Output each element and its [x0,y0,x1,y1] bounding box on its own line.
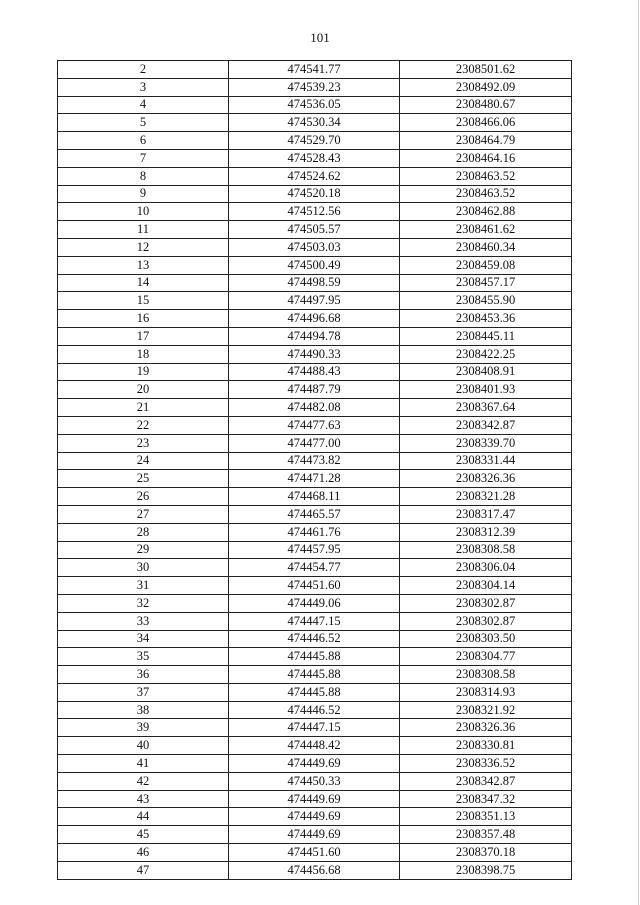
point-number-cell: 6 [58,132,229,150]
point-number-cell: 3 [58,78,229,96]
x-coordinate-cell: 474451.60 [229,577,400,595]
x-coordinate-cell: 474446.52 [229,701,400,719]
table-row [58,630,572,648]
x-coordinate-cell: 474497.95 [229,292,400,310]
point-number-cell: 31 [58,577,229,595]
x-coordinate-cell: 474461.76 [229,523,400,541]
y-coordinate-cell: 2308463.52 [400,185,572,203]
point-number-cell: 23 [58,434,229,452]
table-row [58,452,572,470]
y-coordinate-cell: 2308367.64 [400,399,572,417]
x-coordinate-cell: 474449.69 [229,755,400,773]
point-number-cell: 5 [58,114,229,132]
y-coordinate-cell: 2308331.44 [400,452,572,470]
y-coordinate-cell: 2308314.93 [400,683,572,701]
x-coordinate-cell: 474456.68 [229,861,400,879]
y-coordinate-cell: 2308398.75 [400,861,572,879]
table-row [58,185,572,203]
x-coordinate-cell: 474494.78 [229,327,400,345]
table-row [58,167,572,185]
x-coordinate-cell: 474520.18 [229,185,400,203]
table-row [58,701,572,719]
x-coordinate-cell: 474477.00 [229,434,400,452]
table-row [58,363,572,381]
table-row [58,399,572,417]
point-number-cell: 36 [58,666,229,684]
x-coordinate-cell: 474457.95 [229,541,400,559]
x-coordinate-cell: 474448.42 [229,737,400,755]
point-number-cell: 30 [58,559,229,577]
table-row [58,434,572,452]
table-row [58,470,572,488]
x-coordinate-cell: 474505.57 [229,221,400,239]
point-number-cell: 9 [58,185,229,203]
y-coordinate-cell: 2308401.93 [400,381,572,399]
y-coordinate-cell: 2308312.39 [400,523,572,541]
x-coordinate-cell: 474447.15 [229,612,400,630]
point-number-cell: 45 [58,826,229,844]
x-coordinate-cell: 474445.88 [229,683,400,701]
y-coordinate-cell: 2308321.28 [400,488,572,506]
point-number-cell: 34 [58,630,229,648]
point-number-cell: 42 [58,772,229,790]
table-row [58,594,572,612]
x-coordinate-cell: 474471.28 [229,470,400,488]
x-coordinate-cell: 474449.69 [229,790,400,808]
point-number-cell: 28 [58,523,229,541]
page-number: 101 [310,30,330,45]
x-coordinate-cell: 474512.56 [229,203,400,221]
y-coordinate-cell: 2308308.58 [400,541,572,559]
x-coordinate-cell: 474445.88 [229,648,400,666]
point-number-cell: 22 [58,416,229,434]
x-coordinate-cell: 474449.06 [229,594,400,612]
y-coordinate-cell: 2308326.36 [400,719,572,737]
x-coordinate-cell: 474530.34 [229,114,400,132]
x-coordinate-cell: 474468.11 [229,488,400,506]
y-coordinate-cell: 2308304.14 [400,577,572,595]
table-row [58,292,572,310]
y-coordinate-cell: 2308326.36 [400,470,572,488]
point-number-cell: 4 [58,96,229,114]
table-row [58,612,572,630]
y-coordinate-cell: 2308370.18 [400,844,572,862]
table-row [58,861,572,879]
point-number-cell: 29 [58,541,229,559]
table-row [58,256,572,274]
point-number-cell: 17 [58,327,229,345]
table-row [58,737,572,755]
table-row [58,61,572,79]
point-number-cell: 10 [58,203,229,221]
table-row [58,559,572,577]
y-coordinate-cell: 2308357.48 [400,826,572,844]
point-number-cell: 20 [58,381,229,399]
point-number-cell: 43 [58,790,229,808]
point-number-cell: 32 [58,594,229,612]
x-coordinate-cell: 474490.33 [229,345,400,363]
table-row [58,381,572,399]
table-row [58,78,572,96]
point-number-cell: 40 [58,737,229,755]
point-number-cell: 8 [58,167,229,185]
table-row [58,310,572,328]
point-number-cell: 16 [58,310,229,328]
table-row [58,844,572,862]
table-row [58,666,572,684]
table-row [58,203,572,221]
x-coordinate-cell: 474503.03 [229,238,400,256]
point-number-cell: 47 [58,861,229,879]
point-number-cell: 41 [58,755,229,773]
table-row [58,648,572,666]
x-coordinate-cell: 474477.63 [229,416,400,434]
y-coordinate-cell: 2308464.16 [400,149,572,167]
point-number-cell: 7 [58,149,229,167]
point-number-cell: 26 [58,488,229,506]
table-row [58,274,572,292]
x-coordinate-cell: 474450.33 [229,772,400,790]
x-coordinate-cell: 474449.69 [229,808,400,826]
table-row [58,808,572,826]
table-row [58,149,572,167]
table-row [58,719,572,737]
x-coordinate-cell: 474498.59 [229,274,400,292]
point-number-cell: 24 [58,452,229,470]
y-coordinate-cell: 2308308.58 [400,666,572,684]
x-coordinate-cell: 474446.52 [229,630,400,648]
x-coordinate-cell: 474449.69 [229,826,400,844]
table-row [58,96,572,114]
point-number-cell: 27 [58,505,229,523]
y-coordinate-cell: 2308347.32 [400,790,572,808]
point-number-cell: 14 [58,274,229,292]
table-row [58,132,572,150]
x-coordinate-cell: 474536.05 [229,96,400,114]
y-coordinate-cell: 2308303.50 [400,630,572,648]
y-coordinate-cell: 2308460.34 [400,238,572,256]
point-number-cell: 33 [58,612,229,630]
x-coordinate-cell: 474488.43 [229,363,400,381]
y-coordinate-cell: 2308306.04 [400,559,572,577]
y-coordinate-cell: 2308336.52 [400,755,572,773]
x-coordinate-cell: 474528.43 [229,149,400,167]
table-row [58,541,572,559]
table-row [58,755,572,773]
y-coordinate-cell: 2308342.87 [400,772,572,790]
point-number-cell: 19 [58,363,229,381]
y-coordinate-cell: 2308501.62 [400,61,572,79]
table-row [58,826,572,844]
y-coordinate-cell: 2308422.25 [400,345,572,363]
table-row [58,488,572,506]
x-coordinate-cell: 474482.08 [229,399,400,417]
x-coordinate-cell: 474454.77 [229,559,400,577]
table-row [58,238,572,256]
point-number-cell: 12 [58,238,229,256]
x-coordinate-cell: 474539.23 [229,78,400,96]
y-coordinate-cell: 2308459.08 [400,256,572,274]
y-coordinate-cell: 2308408.91 [400,363,572,381]
point-number-cell: 21 [58,399,229,417]
point-number-cell: 15 [58,292,229,310]
y-coordinate-cell: 2308457.17 [400,274,572,292]
y-coordinate-cell: 2308492.09 [400,78,572,96]
y-coordinate-cell: 2308461.62 [400,221,572,239]
y-coordinate-cell: 2308339.70 [400,434,572,452]
point-number-cell: 38 [58,701,229,719]
table-row [58,327,572,345]
x-coordinate-cell: 474451.60 [229,844,400,862]
table-row [58,790,572,808]
table-row [58,345,572,363]
table-row [58,523,572,541]
x-coordinate-cell: 474496.68 [229,310,400,328]
y-coordinate-cell: 2308302.87 [400,594,572,612]
point-number-cell: 37 [58,683,229,701]
x-coordinate-cell: 474487.79 [229,381,400,399]
y-coordinate-cell: 2308321.92 [400,701,572,719]
table-row [58,683,572,701]
coordinates-table [57,60,572,880]
y-coordinate-cell: 2308330.81 [400,737,572,755]
y-coordinate-cell: 2308462.88 [400,203,572,221]
point-number-cell: 18 [58,345,229,363]
point-number-cell: 2 [58,61,229,79]
point-number-cell: 46 [58,844,229,862]
y-coordinate-cell: 2308302.87 [400,612,572,630]
table-row [58,221,572,239]
y-coordinate-cell: 2308304.77 [400,648,572,666]
table-row [58,416,572,434]
point-number-cell: 44 [58,808,229,826]
point-number-cell: 13 [58,256,229,274]
x-coordinate-cell: 474524.62 [229,167,400,185]
point-number-cell: 39 [58,719,229,737]
y-coordinate-cell: 2308351.13 [400,808,572,826]
x-coordinate-cell: 474473.82 [229,452,400,470]
table-row [58,772,572,790]
table-row [58,114,572,132]
coordinates-table-body [58,61,572,880]
y-coordinate-cell: 2308480.67 [400,96,572,114]
point-number-cell: 25 [58,470,229,488]
y-coordinate-cell: 2308445.11 [400,327,572,345]
y-coordinate-cell: 2308464.79 [400,132,572,150]
x-coordinate-cell: 474529.70 [229,132,400,150]
x-coordinate-cell: 474465.57 [229,505,400,523]
y-coordinate-cell: 2308453.36 [400,310,572,328]
x-coordinate-cell: 474447.15 [229,719,400,737]
x-coordinate-cell: 474541.77 [229,61,400,79]
scan-edge-line [638,0,639,905]
y-coordinate-cell: 2308466.06 [400,114,572,132]
x-coordinate-cell: 474500.49 [229,256,400,274]
y-coordinate-cell: 2308317.47 [400,505,572,523]
point-number-cell: 11 [58,221,229,239]
y-coordinate-cell: 2308455.90 [400,292,572,310]
point-number-cell: 35 [58,648,229,666]
y-coordinate-cell: 2308463.52 [400,167,572,185]
y-coordinate-cell: 2308342.87 [400,416,572,434]
x-coordinate-cell: 474445.88 [229,666,400,684]
table-row [58,505,572,523]
table-row [58,577,572,595]
